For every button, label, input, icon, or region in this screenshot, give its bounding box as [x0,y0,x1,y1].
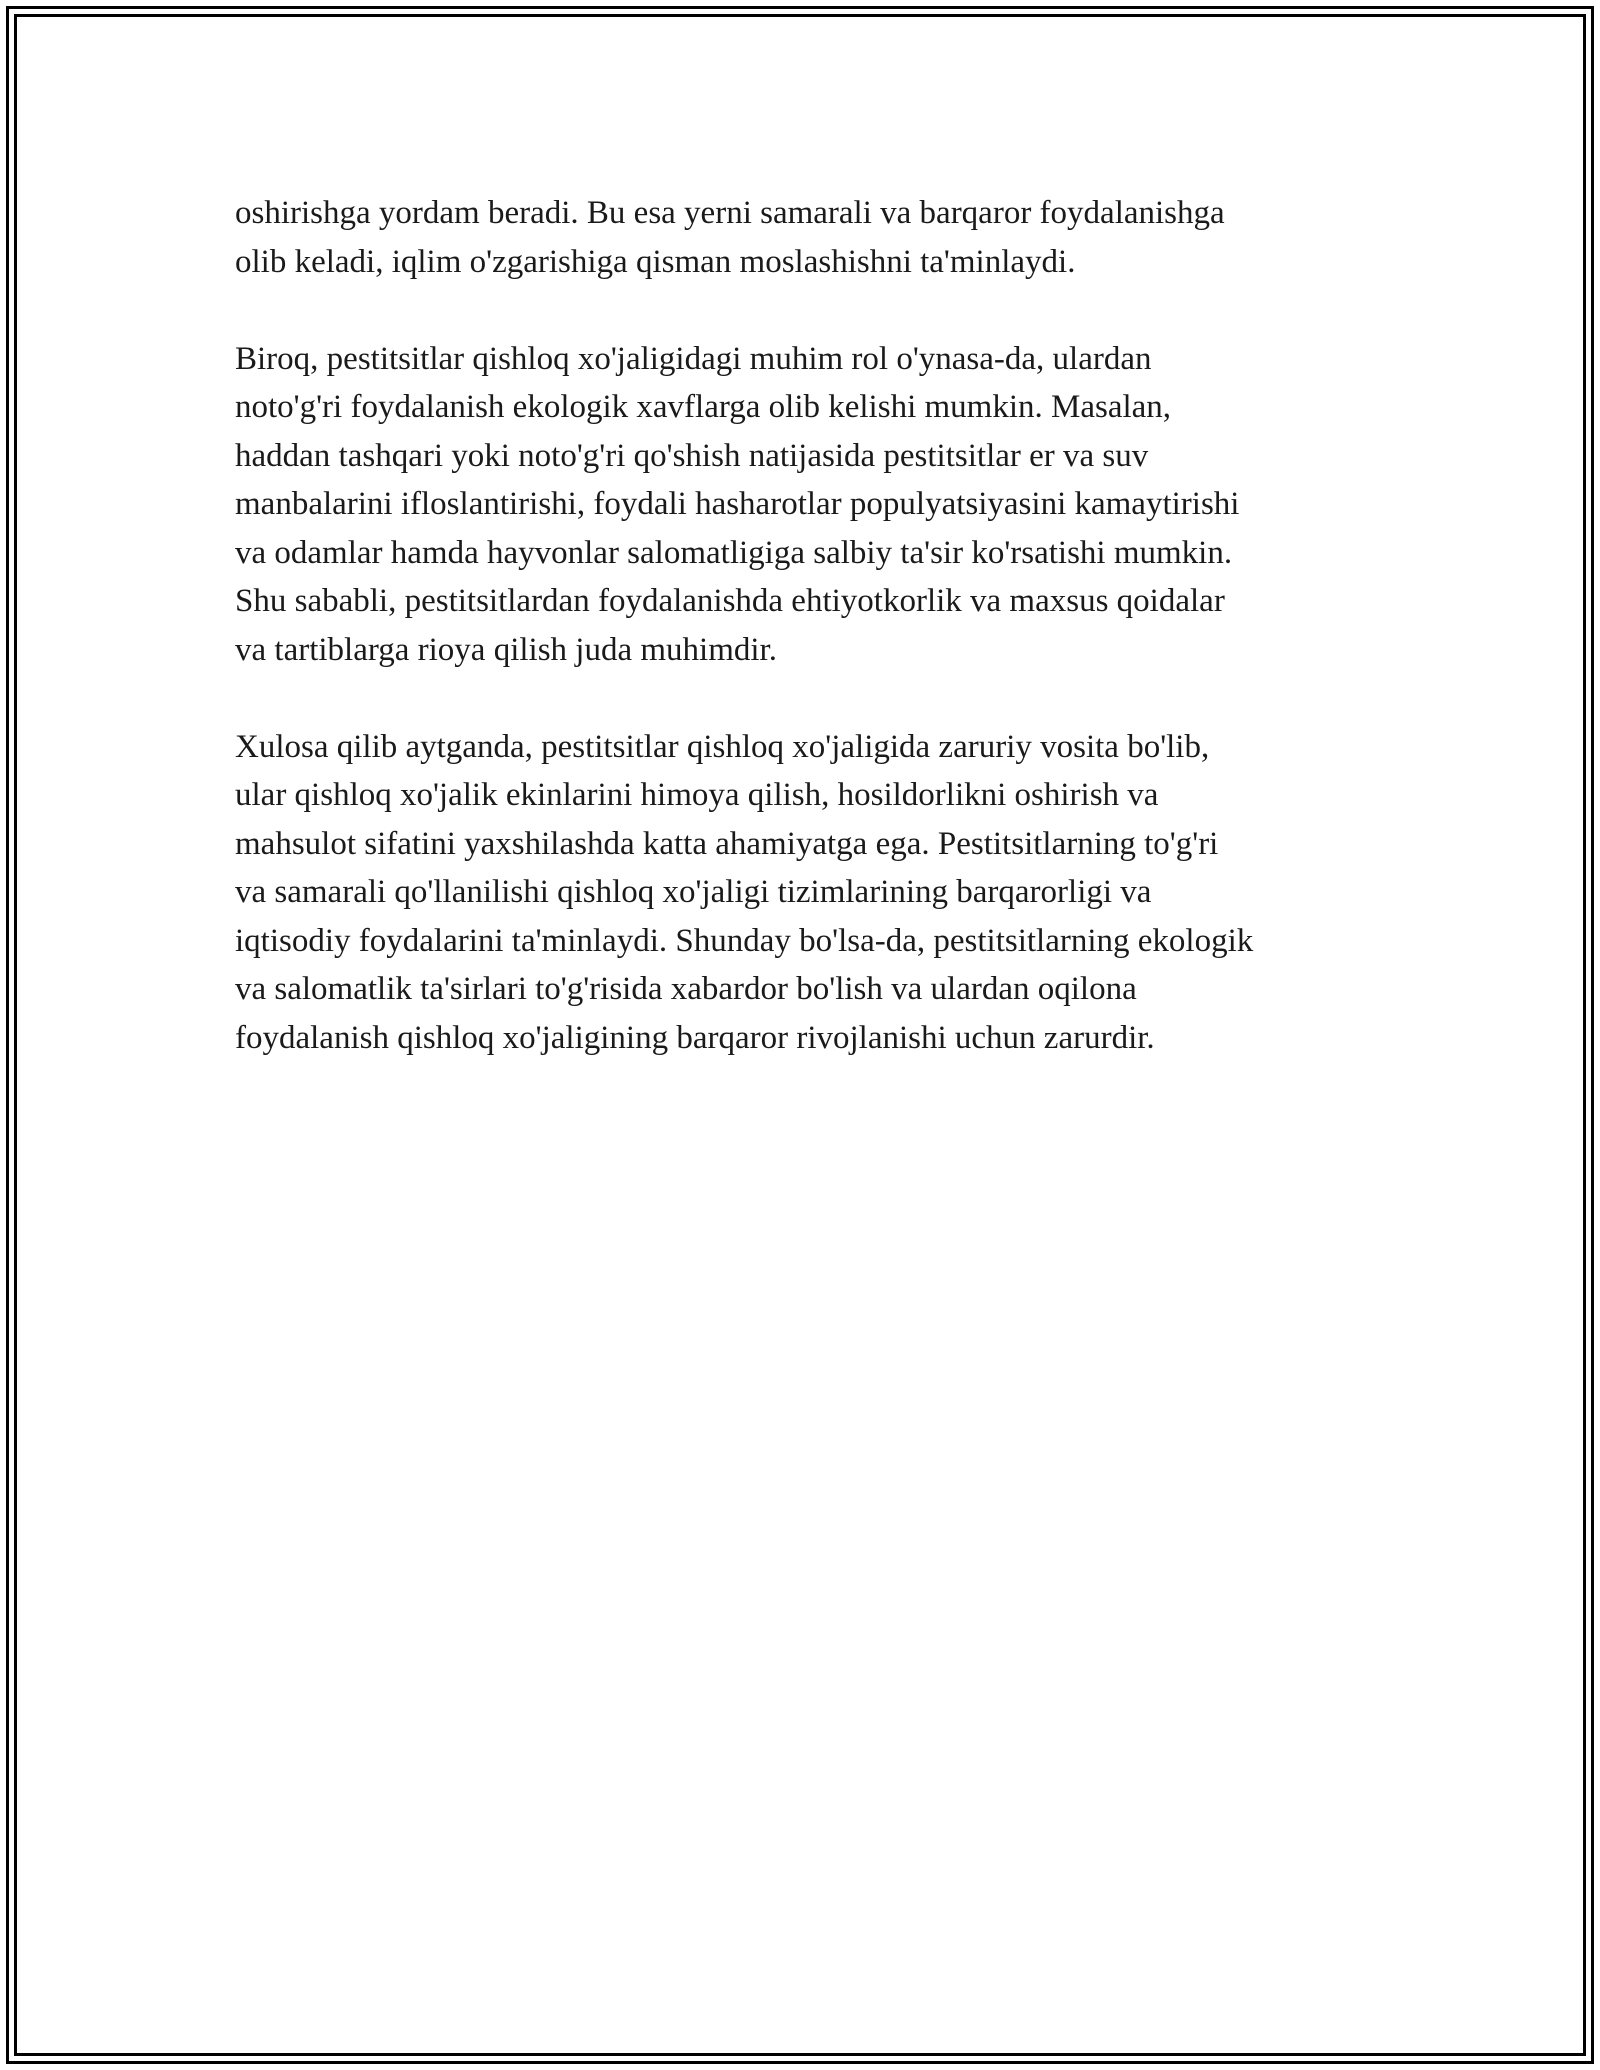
paragraph-1: oshirishga yordam beradi. Bu esa yerni samarali va barqaror foydalanishga olib keladi, iqlim o'zgarishiga qisman moslashishni ta'minlaydi. [235,195,1225,280]
document-body [235,189,1385,1111]
paragraph-3: Xulosa qilib aytganda, pestitsitlar qishloq xo'jaligida zaruriy vosita bo'lib, ular qishloq xo'jalik ekinlarini himoya qilish, hosildorlikni oshirish va mahsulot sifatini yaxshilashda katta ahamiyatga ega. Pestitsitlarning to'g'ri va samarali qo'llanilishi qishloq xo'jaligi tizimlarining barqarorligi va iqtisodiy foydalarini ta'minlaydi. Shunday bo'lsa-da, pestitsitlarning ekologik va salomatlik ta'sirlari to'g'risida xabardor bo'lish va ulardan oqilona foydalanish qishloq xo'jaligining barqaror rivojlanishi uchun zarurdir. [235,728,1254,1056]
paragraph-2: Biroq, pestitsitlar qishloq xo'jaligidagi muhim rol o'ynasa-da, ulardan noto'g'ri foydalanish ekologik xavflarga olib kelishi mumkin. Masalan, haddan tashqari yoki noto'g'ri qo'shish natijasida pestitsitlar er va suv manbalarini ifloslantirishi, foydali hasharotlar populyatsiyasini kamaytirishi va odamlar hamda hayvonlar salomatligiga salbiy ta'sir ko'rsatishi mumkin. Shu sababli, pestitsitlardan foydalanishda ehtiyotkorlik va maxsus qoidalar va tartiblarga rioya qilish juda muhimdir. [235,340,1240,668]
